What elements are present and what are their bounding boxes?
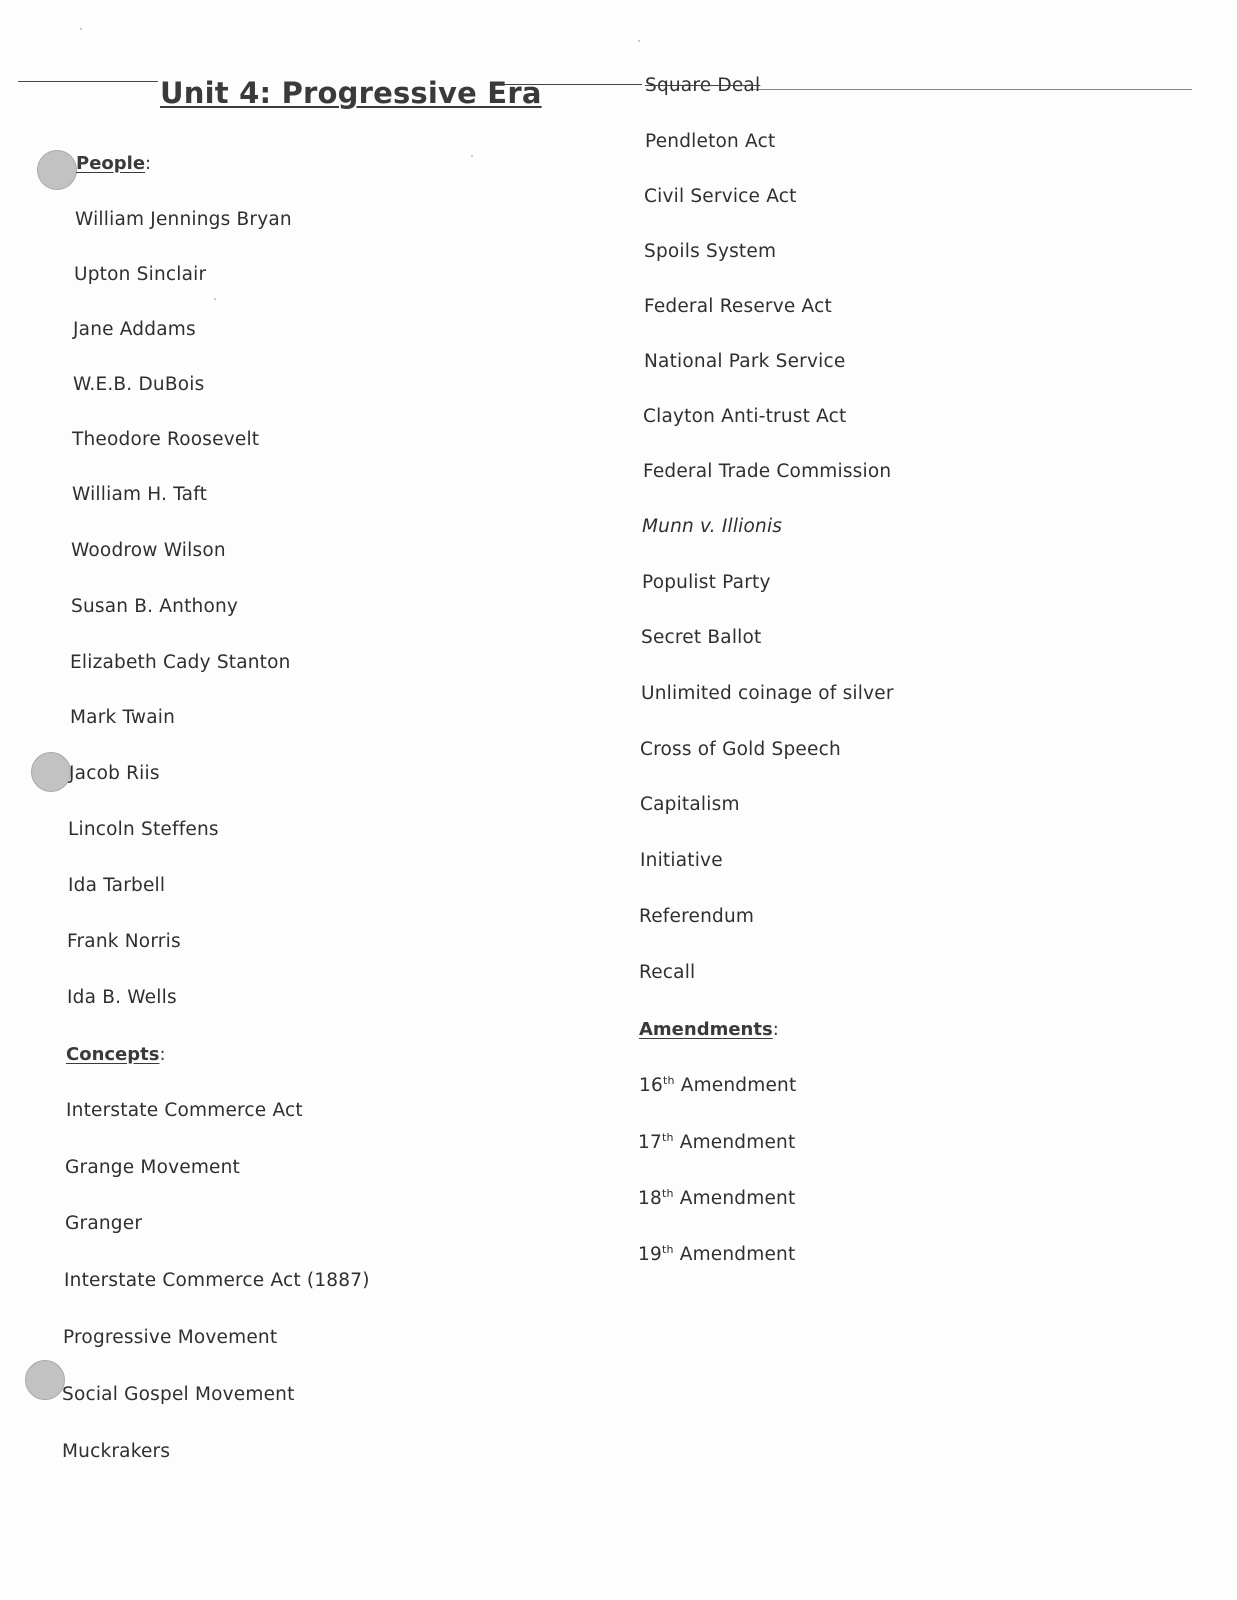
list-item-person: William Jennings Bryan: [75, 209, 292, 230]
list-item-person: Ida Tarbell: [68, 875, 166, 896]
list-item-concept: Federal Reserve Act: [644, 296, 832, 317]
list-item-amendment: [638, 1188, 795, 1209]
list-item-concept-case: Munn v. Illionis: [642, 516, 783, 537]
amendment-label: Amendment: [674, 1075, 797, 1096]
list-item-concept: Pendleton Act: [645, 131, 776, 152]
list-item-person: Mark Twain: [70, 707, 176, 728]
concepts-heading-colon: :: [159, 1044, 166, 1065]
page-title: Unit 4: Progressive Era: [160, 76, 542, 110]
list-item-concept: Capitalism: [640, 794, 740, 815]
ordinal-suffix: th: [661, 1186, 674, 1200]
amendment-label: Amendment: [673, 1132, 796, 1153]
ordinal-suffix: th: [662, 1073, 675, 1087]
amendment-number: 17: [638, 1132, 662, 1153]
list-item-person: Upton Sinclair: [74, 264, 207, 285]
list-item-concept: Cross of Gold Speech: [640, 739, 841, 760]
list-item-concept: Recall: [639, 962, 696, 983]
list-item-concept: Interstate Commerce Act (1887): [64, 1270, 370, 1291]
section-heading-people: [76, 153, 151, 174]
list-item-person: Lincoln Steffens: [68, 819, 219, 840]
list-item-concept: Social Gospel Movement: [62, 1384, 295, 1405]
top-rule-right: [752, 89, 1192, 90]
list-item-concept: Initiative: [640, 850, 723, 871]
list-item-concept: Secret Ballot: [641, 627, 762, 648]
list-item-person: Ida B. Wells: [67, 987, 177, 1008]
list-item-amendment: [639, 1075, 796, 1096]
list-item-person: W.E.B. DuBois: [73, 374, 205, 395]
list-item-person: Elizabeth Cady Stanton: [70, 652, 291, 673]
amendment-label: Amendment: [673, 1188, 796, 1209]
list-item-person: Jane Addams: [73, 319, 196, 340]
section-heading-concepts: [66, 1044, 166, 1065]
list-item-person: Woodrow Wilson: [71, 540, 226, 561]
list-item-concept: Granger: [65, 1213, 143, 1234]
list-item-person: Frank Norris: [67, 931, 181, 952]
people-heading-label: People: [76, 153, 146, 174]
list-item-concept: Progressive Movement: [63, 1327, 278, 1348]
list-item-concept: Civil Service Act: [644, 186, 797, 207]
ordinal-suffix: th: [661, 1242, 674, 1256]
section-heading-amendments: [639, 1019, 779, 1040]
amendment-number: 19: [638, 1244, 662, 1265]
people-heading-colon: :: [145, 153, 152, 174]
list-item-concept: Federal Trade Commission: [643, 461, 892, 482]
list-item-amendment: [638, 1244, 795, 1265]
list-item-concept-struck: Square Deal: [645, 75, 761, 96]
scan-speck: [214, 298, 216, 300]
list-item-concept: Populist Party: [642, 572, 771, 593]
amendment-number: 18: [638, 1188, 662, 1209]
hole-punch-mark: [31, 752, 71, 792]
scan-speck: [638, 40, 640, 42]
hole-punch-mark: [37, 150, 77, 190]
list-item-concept: Grange Movement: [65, 1157, 241, 1178]
top-rule-left: [18, 81, 158, 82]
ordinal-suffix: th: [661, 1130, 674, 1144]
amendment-label: Amendment: [673, 1244, 796, 1265]
scan-speck: [80, 28, 82, 30]
list-item-concept: Interstate Commerce Act: [66, 1100, 303, 1121]
list-item-amendment: [638, 1132, 795, 1153]
list-item-concept: Unlimited coinage of silver: [641, 683, 894, 704]
amendment-number: 16: [639, 1075, 663, 1096]
list-item-person: William H. Taft: [72, 484, 208, 505]
list-item-concept: Spoils System: [644, 241, 777, 262]
list-item-person: Jacob Riis: [69, 763, 160, 784]
scan-speck: [471, 155, 473, 157]
list-item-concept: National Park Service: [644, 351, 846, 372]
list-item-person: Susan B. Anthony: [71, 596, 239, 617]
amendments-heading-colon: :: [772, 1019, 779, 1040]
hole-punch-mark: [25, 1360, 65, 1400]
amendments-heading-label: Amendments: [639, 1019, 773, 1040]
list-item-concept: Referendum: [639, 906, 755, 927]
concepts-heading-label: Concepts: [66, 1044, 160, 1065]
list-item-person: Theodore Roosevelt: [72, 429, 260, 450]
list-item-concept: Muckrakers: [62, 1441, 171, 1462]
list-item-concept: Clayton Anti-trust Act: [643, 406, 847, 427]
